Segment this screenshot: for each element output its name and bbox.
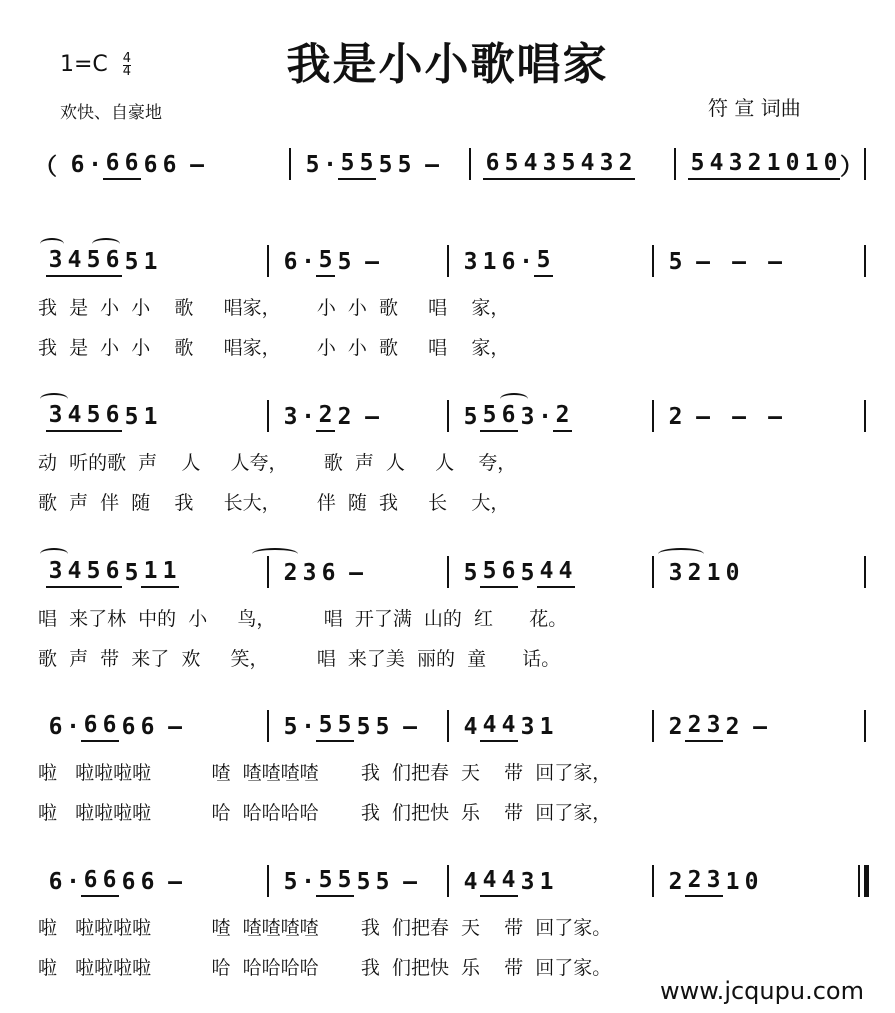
time-top: 4: [122, 50, 132, 66]
lyric-line: 啦 啦啦啦啦 哈 哈哈哈哈 我 们把快 乐 带 回了家，: [38, 802, 612, 824]
measure: [275, 710, 428, 742]
barline: [652, 865, 654, 897]
note: 5: [356, 714, 371, 740]
note: 4: [556, 556, 575, 588]
final-barline-thin: [858, 865, 860, 897]
note: 6: [48, 869, 63, 895]
lyric-line: 我 是 小 小 歌 唱家， 小 小 歌 唱 家，: [38, 337, 510, 359]
note: 4: [65, 400, 84, 432]
measure: [660, 865, 761, 897]
note: 5: [124, 249, 139, 275]
note: 3: [668, 560, 683, 586]
note: 2: [668, 869, 683, 895]
barline: [652, 400, 654, 432]
note: 5: [688, 148, 707, 180]
note: 1: [141, 556, 160, 588]
note: 5: [84, 245, 103, 277]
note: 4: [65, 556, 84, 588]
dash-mark: –: [168, 714, 182, 740]
dot-mark: ·: [538, 404, 552, 430]
note: 5: [124, 404, 139, 430]
slur-mark: [500, 393, 528, 405]
note: 5: [316, 245, 335, 277]
notation-line: [20, 865, 880, 897]
open-paren: （: [34, 154, 57, 180]
note: 5: [378, 152, 393, 178]
barline: [447, 865, 449, 897]
note: 1: [706, 560, 721, 586]
barline: [447, 400, 449, 432]
barline: [652, 245, 654, 277]
credit: 符 宣 词曲: [708, 96, 801, 120]
note: 5: [375, 869, 390, 895]
note: 4: [463, 714, 478, 740]
note: 3: [520, 404, 535, 430]
note: 4: [707, 148, 726, 180]
end-barline: [864, 710, 866, 742]
note: 3: [704, 865, 723, 897]
dot-mark: ·: [323, 152, 337, 178]
time-signature: [122, 50, 132, 79]
note: 6: [121, 869, 136, 895]
intro-line: [20, 148, 880, 180]
slur-mark: [40, 393, 68, 405]
note: 6: [81, 865, 100, 897]
dot-mark: ·: [301, 869, 315, 895]
note: 0: [744, 869, 759, 895]
note: 2: [316, 400, 335, 432]
note: 5: [305, 152, 320, 178]
barline: [267, 245, 269, 277]
note: 3: [463, 249, 478, 275]
measure: [455, 865, 556, 897]
notation-line: [20, 245, 880, 277]
note: 4: [65, 245, 84, 277]
end-barline: [864, 556, 866, 588]
measure: [275, 556, 374, 588]
note: 2: [616, 148, 635, 180]
note: 3: [540, 148, 559, 180]
barline: [469, 148, 471, 180]
barline: [267, 400, 269, 432]
note: 6: [499, 556, 518, 588]
note: 5: [316, 865, 335, 897]
measure: [40, 556, 179, 588]
note: 6: [121, 714, 136, 740]
measure: [297, 148, 450, 180]
barline: [267, 556, 269, 588]
dot-mark: ·: [88, 152, 102, 178]
note: 5: [463, 404, 478, 430]
dot-mark: ·: [301, 404, 315, 430]
measure: [275, 245, 390, 277]
note: 2: [745, 148, 764, 180]
time-bottom: 4: [122, 63, 132, 79]
barline: [674, 148, 676, 180]
tempo-marking: 欢快、自豪地: [60, 103, 162, 123]
note: 6: [81, 710, 100, 742]
note: 1: [539, 869, 554, 895]
dash-mark: –: [768, 249, 782, 275]
note: 5: [480, 400, 499, 432]
measure: [455, 556, 575, 588]
lyric-line: 唱 来了林 中的 小 鸟， 唱 开了满 山的 红 花。: [38, 608, 568, 630]
note: 6: [103, 148, 122, 180]
note: 1: [482, 249, 497, 275]
note: 2: [685, 865, 704, 897]
note: 4: [480, 865, 499, 897]
note: 2: [283, 560, 298, 586]
key-signature: [60, 52, 131, 78]
note: 6: [103, 556, 122, 588]
note: 5: [480, 556, 499, 588]
note: 5: [534, 245, 553, 277]
note: 4: [463, 869, 478, 895]
note: 5: [84, 556, 103, 588]
note: 3: [520, 869, 535, 895]
note: 2: [725, 714, 740, 740]
note: 5: [335, 865, 354, 897]
notation-line: [20, 710, 880, 742]
measure: [660, 556, 742, 588]
note: 0: [725, 560, 740, 586]
lyric-line: 啦 啦啦啦啦 哈 哈哈哈哈 我 们把快 乐 带 回了家。: [38, 957, 612, 979]
barline: [447, 556, 449, 588]
measure: [40, 710, 193, 742]
note: 3: [283, 404, 298, 430]
note: 1: [802, 148, 821, 180]
measure: [682, 148, 840, 180]
slur-mark: [658, 548, 704, 560]
end-barline: [864, 245, 866, 277]
note: 6: [321, 560, 336, 586]
note: 6: [100, 865, 119, 897]
lyric-line: 啦 啦啦啦啦 喳 喳喳喳喳 我 们把春 天 带 回了家。: [38, 917, 612, 939]
dash-mark: –: [403, 869, 417, 895]
measure: [455, 710, 556, 742]
note: 3: [597, 148, 616, 180]
lyric-line: 我 是 小 小 歌 唱家， 小 小 歌 唱 家，: [38, 297, 510, 319]
note: 1: [539, 714, 554, 740]
dot-mark: ·: [519, 249, 533, 275]
note: 5: [316, 710, 335, 742]
note: 6: [48, 714, 63, 740]
notation-line: [20, 400, 880, 432]
note: 3: [46, 245, 65, 277]
dash-mark: –: [696, 249, 710, 275]
note: 2: [687, 560, 702, 586]
measure: [275, 865, 428, 897]
slur-mark: [92, 238, 120, 250]
note: 2: [685, 710, 704, 742]
note: 4: [521, 148, 540, 180]
note: 6: [122, 148, 141, 180]
barline: [267, 865, 269, 897]
note: 5: [559, 148, 578, 180]
note: 5: [520, 560, 535, 586]
note: 5: [337, 249, 352, 275]
note: 6: [103, 245, 122, 277]
dot-mark: ·: [301, 249, 315, 275]
note: 5: [84, 400, 103, 432]
key-label: 1=C: [60, 52, 108, 77]
dash-mark: –: [732, 404, 746, 430]
note: 6: [483, 148, 502, 180]
note: 6: [100, 710, 119, 742]
note: 2: [668, 404, 683, 430]
note: 4: [480, 710, 499, 742]
end-barline: [864, 400, 866, 432]
measure: [275, 400, 390, 432]
lyric-line: 啦 啦啦啦啦 喳 喳喳喳喳 我 们把春 天 带 回了家，: [38, 762, 612, 784]
note: 6: [140, 869, 155, 895]
lyric-line: 歌 声 伴 随 我 长大， 伴 随 我 长 大，: [38, 492, 510, 514]
note: 5: [463, 560, 478, 586]
note: 5: [397, 152, 412, 178]
end-barline: [864, 148, 866, 180]
note: 1: [143, 404, 158, 430]
note: 3: [302, 560, 317, 586]
note: 3: [520, 714, 535, 740]
note: 5: [356, 869, 371, 895]
dash-mark: –: [768, 404, 782, 430]
note: 3: [726, 148, 745, 180]
note: 2: [553, 400, 572, 432]
watermark: www.jcqupu.com: [660, 977, 864, 1005]
note: 5: [124, 560, 139, 586]
note: 3: [704, 710, 723, 742]
note: 6: [140, 714, 155, 740]
barline: [267, 710, 269, 742]
dot-mark: ·: [301, 714, 315, 740]
note: 6: [103, 400, 122, 432]
barline: [447, 245, 449, 277]
note: 4: [537, 556, 556, 588]
note: 6: [70, 152, 85, 178]
note: 3: [46, 556, 65, 588]
measure: [40, 865, 193, 897]
note: 4: [499, 865, 518, 897]
dash-mark: –: [349, 560, 363, 586]
note: 1: [160, 556, 179, 588]
note: 1: [764, 148, 783, 180]
barline: [447, 710, 449, 742]
dash-mark: –: [168, 869, 182, 895]
note: 1: [143, 249, 158, 275]
note: 0: [821, 148, 840, 180]
note: 5: [375, 714, 390, 740]
measure: [62, 148, 215, 180]
note: 1: [725, 869, 740, 895]
final-barline: [864, 865, 869, 897]
dash-mark: –: [425, 152, 439, 178]
measure: [477, 148, 635, 180]
measure: [660, 710, 778, 742]
note: 5: [335, 710, 354, 742]
measure: [455, 245, 553, 277]
notation-line: [20, 556, 880, 588]
dash-mark: –: [753, 714, 767, 740]
note: 6: [499, 400, 518, 432]
note: 5: [668, 249, 683, 275]
barline: [289, 148, 291, 180]
slur-mark: [252, 548, 298, 560]
note: 2: [337, 404, 352, 430]
note: 5: [283, 869, 298, 895]
song-title: 我是小小歌唱家: [286, 39, 609, 90]
slur-mark: [40, 548, 68, 560]
note: 5: [502, 148, 521, 180]
dash-mark: –: [696, 404, 710, 430]
dash-mark: –: [365, 404, 379, 430]
note: 0: [783, 148, 802, 180]
note: 5: [357, 148, 376, 180]
note: 3: [46, 400, 65, 432]
note: 6: [283, 249, 298, 275]
dash-mark: –: [365, 249, 379, 275]
slur-mark: [40, 238, 64, 250]
dash-mark: –: [732, 249, 746, 275]
note: 6: [143, 152, 158, 178]
dot-mark: ·: [66, 869, 80, 895]
dash-mark: –: [403, 714, 417, 740]
measure: [660, 400, 793, 432]
note: 4: [578, 148, 597, 180]
dot-mark: ·: [66, 714, 80, 740]
dash-mark: –: [190, 152, 204, 178]
close-paren: ）: [840, 154, 863, 180]
note: 5: [283, 714, 298, 740]
note: 6: [501, 249, 516, 275]
barline: [652, 556, 654, 588]
note: 4: [499, 710, 518, 742]
note: 6: [162, 152, 177, 178]
lyric-line: 动 听的歌 声 人 人夸， 歌 声 人 人 夸，: [38, 452, 517, 474]
note: 5: [338, 148, 357, 180]
measure: [660, 245, 793, 277]
barline: [652, 710, 654, 742]
note: 2: [668, 714, 683, 740]
lyric-line: 歌 声 带 来了 欢 笑， 唱 来了美 丽的 童 话。: [38, 648, 561, 670]
